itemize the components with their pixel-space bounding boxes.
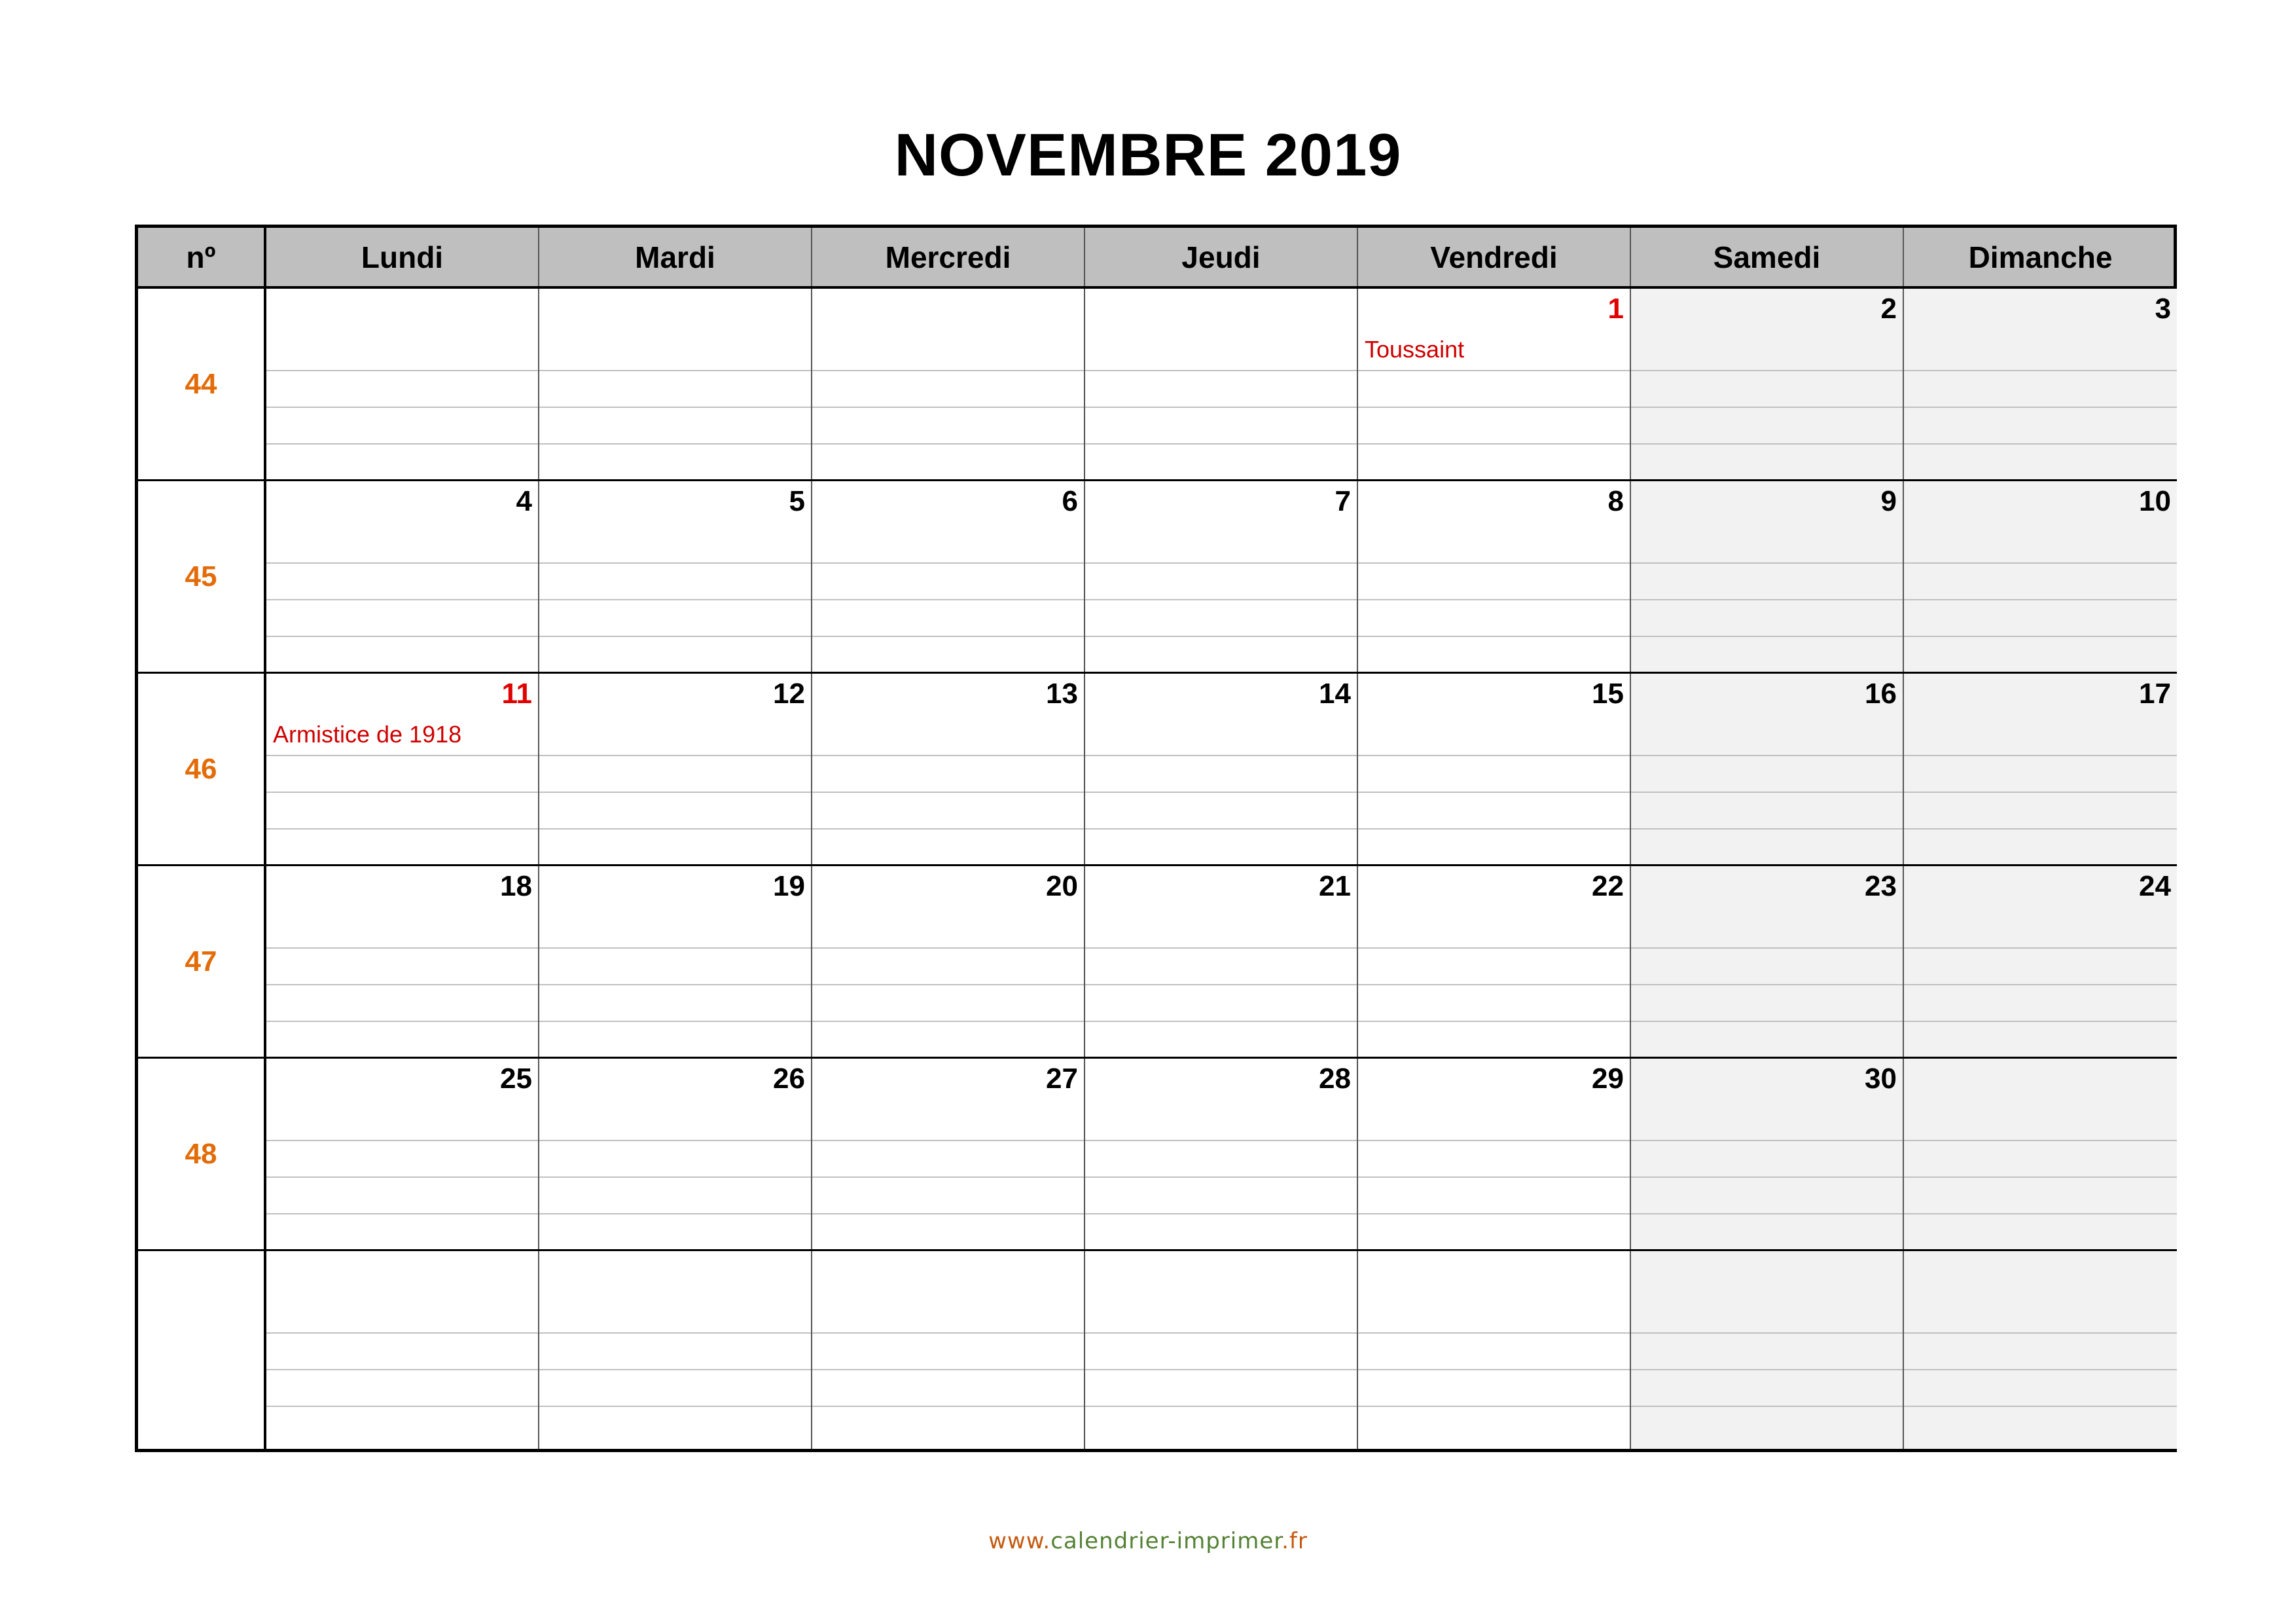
day-cell[interactable] [1358, 1251, 1631, 1449]
day-number: 4 [516, 485, 532, 517]
day-cell[interactable] [812, 289, 1085, 479]
week-number [138, 1251, 266, 1449]
day-cell[interactable] [1085, 1059, 1358, 1249]
day-cell[interactable] [1358, 866, 1631, 1057]
day-cell[interactable] [1904, 481, 2177, 672]
day-cell[interactable] [1631, 866, 1904, 1057]
day-number: 7 [1335, 485, 1351, 517]
day-number: 27 [1046, 1063, 1078, 1095]
day-cell[interactable] [812, 1059, 1085, 1249]
day-cell[interactable] [1085, 866, 1358, 1057]
day-cell[interactable] [812, 866, 1085, 1057]
day-number: 11 [501, 678, 532, 710]
day-header-jeudi: Jeudi [1085, 228, 1358, 286]
day-number: 24 [2139, 870, 2171, 902]
day-cell[interactable] [266, 1059, 539, 1249]
day-header-samedi: Samedi [1631, 228, 1904, 286]
day-cell[interactable] [1358, 289, 1631, 479]
day-header-vendredi: Vendredi [1358, 228, 1631, 286]
day-number: 21 [1319, 870, 1351, 902]
week-number-header: nº [138, 228, 266, 286]
calendar-body [138, 289, 2174, 1449]
day-cell[interactable] [1904, 1251, 2177, 1449]
day-cell[interactable] [1358, 674, 1631, 864]
day-number: 18 [500, 870, 532, 902]
day-cell[interactable] [539, 1251, 812, 1449]
day-cell[interactable] [1358, 481, 1631, 672]
day-cell[interactable] [266, 481, 539, 672]
week-number: 47 [138, 866, 266, 1057]
day-number: 3 [2155, 293, 2171, 325]
day-cell[interactable] [1085, 289, 1358, 479]
calendar-grid [135, 225, 2177, 1452]
day-cell[interactable] [1631, 481, 1904, 672]
day-cell[interactable] [1358, 1059, 1631, 1249]
day-number: 30 [1865, 1063, 1897, 1095]
week-number: 45 [138, 481, 266, 672]
day-number: 14 [1319, 678, 1351, 710]
day-cell[interactable] [1631, 289, 1904, 479]
day-number: 6 [1062, 485, 1078, 517]
day-number: 17 [2139, 678, 2171, 710]
day-number: 9 [1880, 485, 1897, 517]
day-number: 25 [500, 1063, 532, 1095]
day-header-lundi: Lundi [266, 228, 539, 286]
day-number: 10 [2139, 485, 2171, 517]
day-number: 28 [1319, 1063, 1351, 1095]
day-header-dimanche: Dimanche [1968, 240, 2113, 274]
day-cell[interactable] [1631, 1251, 1904, 1449]
day-cell[interactable] [812, 674, 1085, 864]
day-cell[interactable] [539, 481, 812, 672]
page-title: NOVEMBRE 2019 [894, 122, 1402, 189]
day-cell[interactable] [539, 289, 812, 479]
day-cell[interactable] [266, 1251, 539, 1449]
week-row [138, 481, 2174, 674]
day-number: 20 [1046, 870, 1078, 902]
day-cell[interactable] [812, 481, 1085, 672]
footer-prefix: www. [988, 1528, 1051, 1554]
week-row [138, 1059, 2174, 1251]
day-cell[interactable] [1904, 866, 2177, 1057]
footer-website [0, 1528, 2296, 1554]
day-cell[interactable] [1631, 674, 1904, 864]
day-cell[interactable] [266, 289, 539, 479]
day-number: 2 [1880, 293, 1897, 325]
day-number: 8 [1607, 485, 1624, 517]
day-number: 22 [1592, 870, 1624, 902]
day-cell[interactable] [1085, 1251, 1358, 1449]
week-row [138, 1251, 2174, 1449]
footer-suffix: .fr [1282, 1528, 1308, 1554]
day-number: 12 [773, 678, 805, 710]
day-header-mardi: Mardi [539, 228, 812, 286]
holiday-label: Toussaint [1365, 336, 1465, 363]
footer-site: calendrier-imprimer [1050, 1528, 1282, 1554]
day-cell[interactable] [266, 866, 539, 1057]
day-number: 26 [773, 1063, 805, 1095]
day-number: 16 [1865, 678, 1897, 710]
day-cell[interactable] [539, 674, 812, 864]
day-number: 13 [1046, 678, 1078, 710]
day-cell[interactable] [1631, 1059, 1904, 1249]
week-number: 48 [138, 1059, 266, 1249]
day-cell[interactable] [539, 1059, 812, 1249]
week-number: 44 [138, 289, 266, 479]
week-number: 46 [138, 674, 266, 864]
day-number: 23 [1865, 870, 1897, 902]
day-number: 29 [1592, 1063, 1624, 1095]
week-row [138, 866, 2174, 1059]
day-cell[interactable] [812, 1251, 1085, 1449]
day-cell[interactable] [1904, 1059, 2177, 1249]
day-number: 19 [773, 870, 805, 902]
day-cell[interactable] [1904, 289, 2177, 479]
day-header-mercredi: Mercredi [812, 228, 1085, 286]
week-row [138, 674, 2174, 866]
day-cell[interactable] [1085, 481, 1358, 672]
holiday-label: Armistice de 1918 [273, 721, 462, 748]
day-cell[interactable] [1904, 674, 2177, 864]
day-number: 5 [789, 485, 805, 517]
day-number: 1 [1607, 293, 1624, 325]
calendar-header-row [138, 228, 2174, 289]
day-cell[interactable] [266, 674, 539, 864]
day-cell[interactable] [1085, 674, 1358, 864]
day-cell[interactable] [539, 866, 812, 1057]
day-number: 15 [1592, 678, 1624, 710]
week-row [138, 289, 2174, 481]
